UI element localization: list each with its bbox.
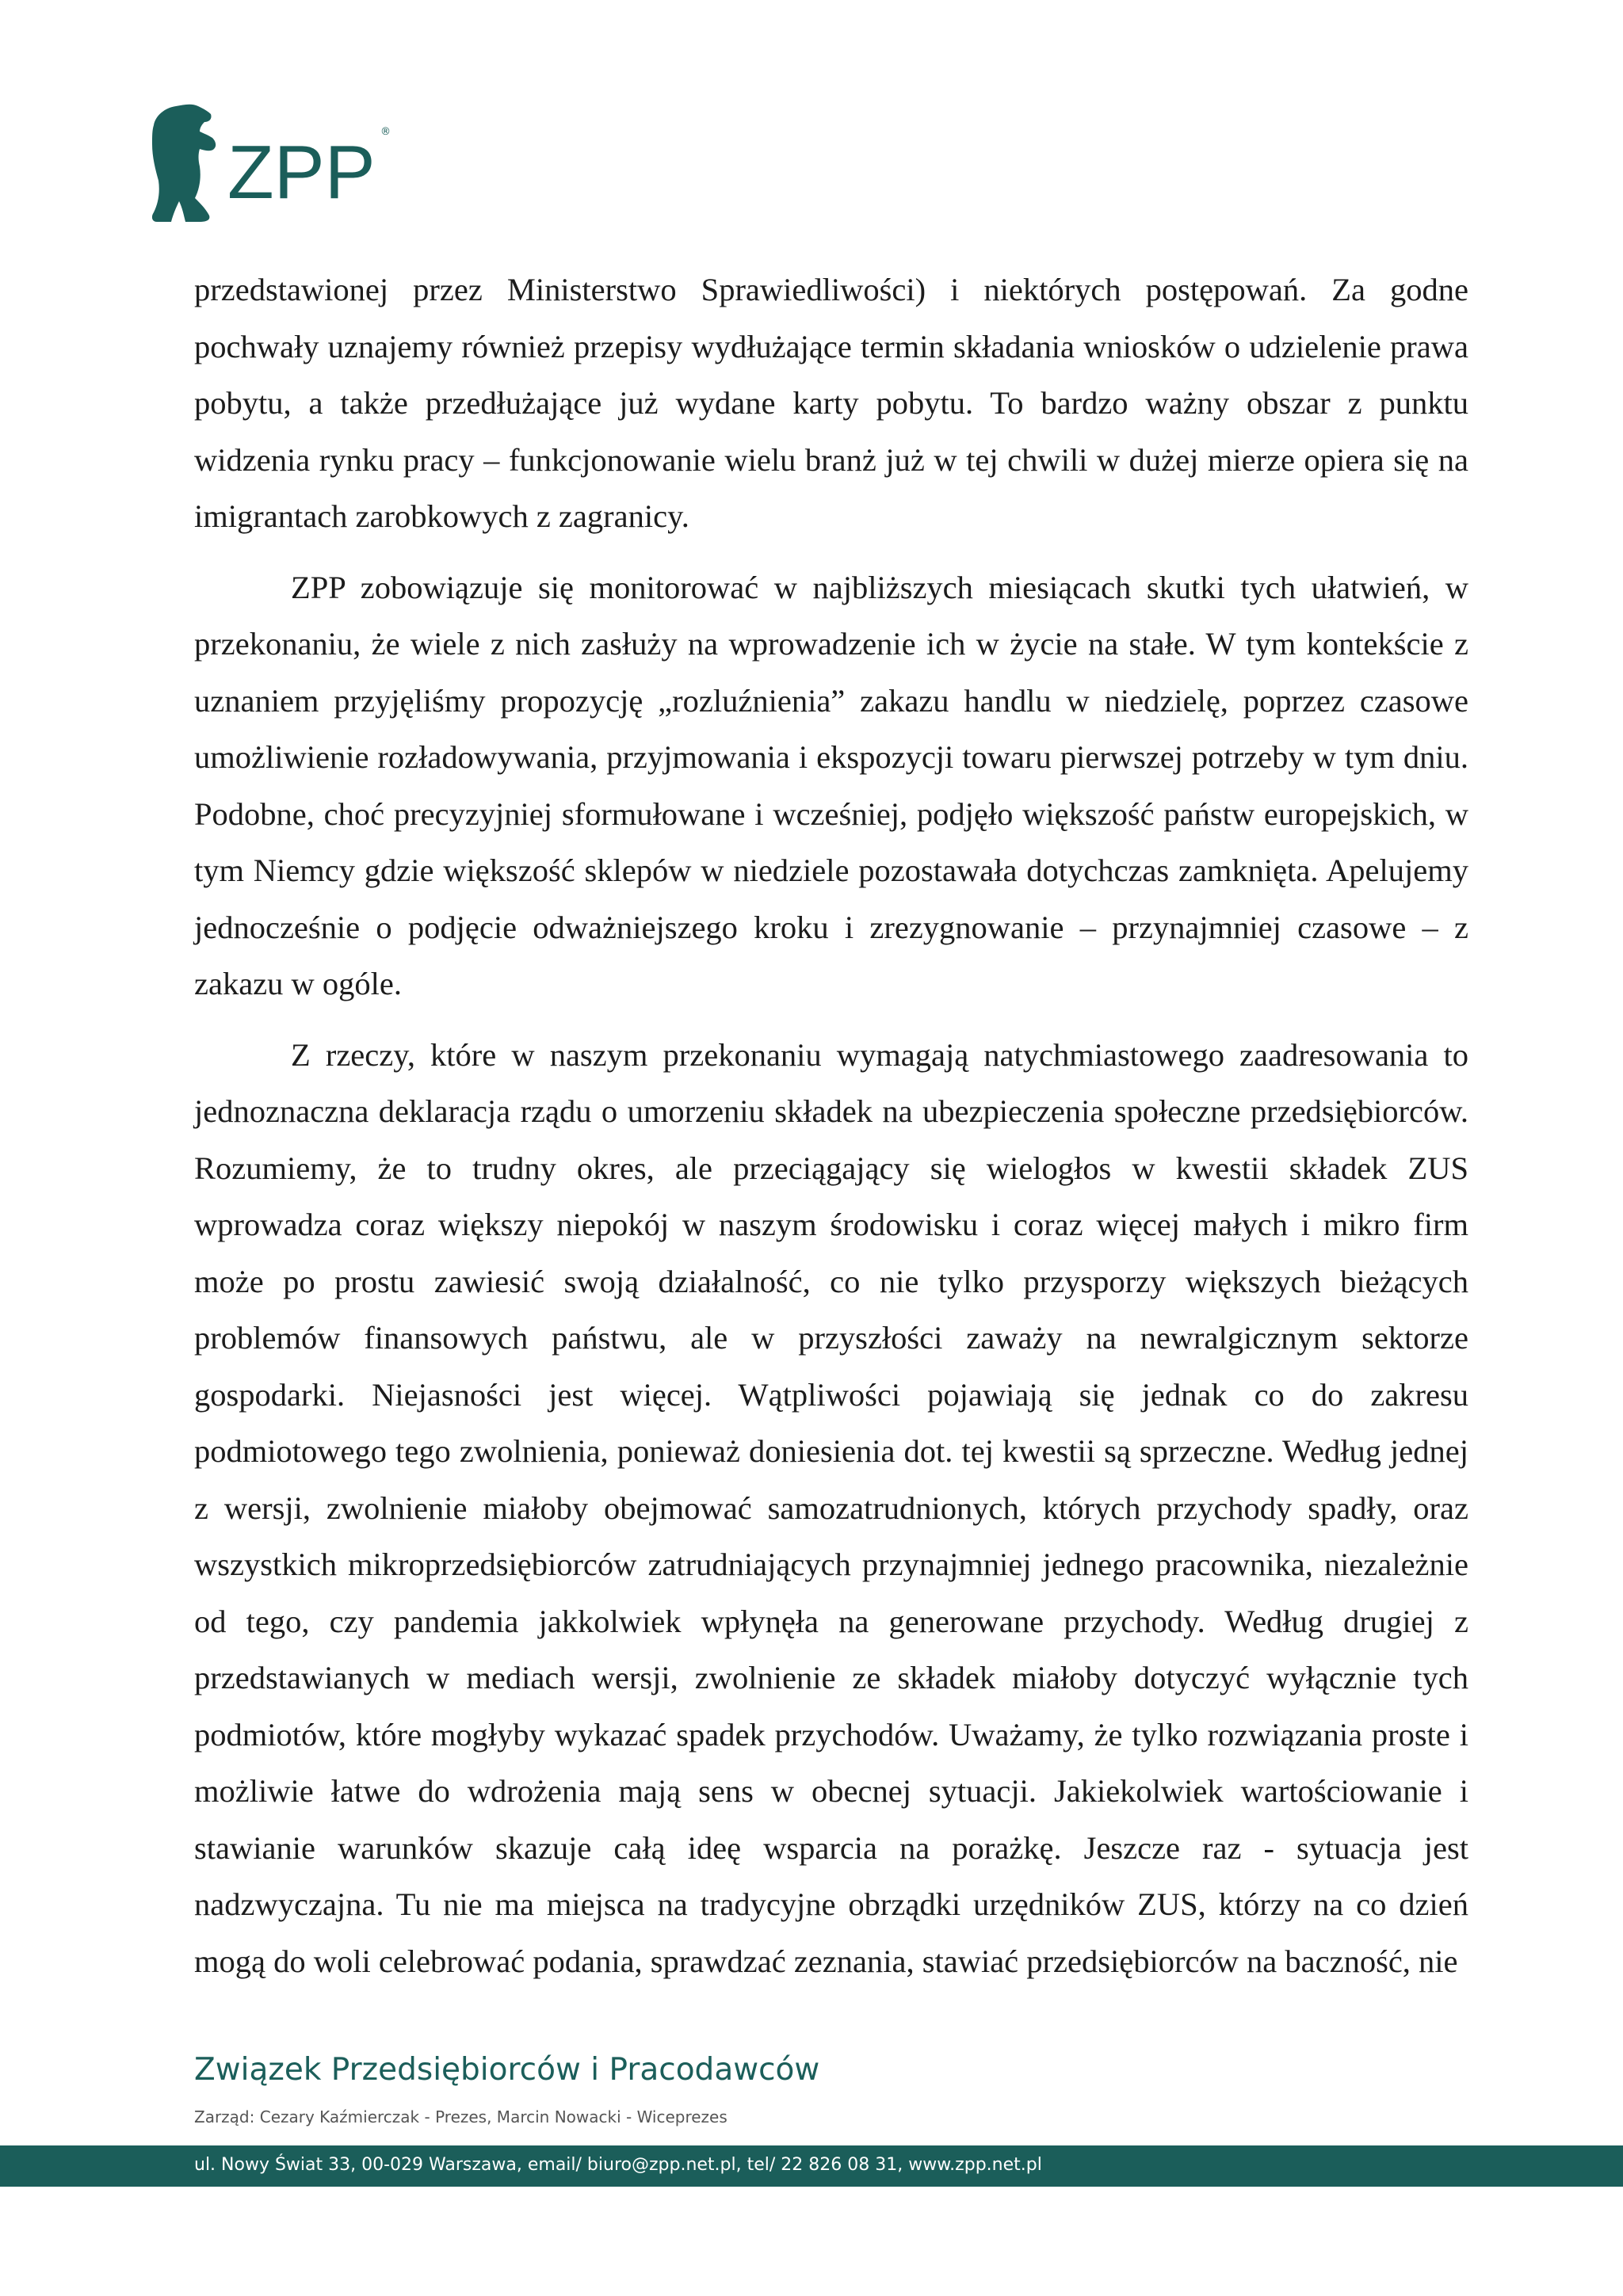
bear-icon xyxy=(152,105,216,222)
logo-graphic xyxy=(144,101,398,228)
footer-contact-bar xyxy=(0,2145,1623,2187)
zpp-logo xyxy=(144,101,398,228)
footer-org-name: Związek Przedsiębiorców i Pracodawców xyxy=(194,2052,820,2088)
paragraph-3: Z rzeczy, które w naszym przekonaniu wymagają natychmiastowego zaadresowania to jednoznaczna deklaracja rządu o umorzeniu składek na ubezpieczenia społeczne przedsiębiorców. Rozumiemy, że to trudny okres, ale przeciągający się wielogłos w kwestii składek ZUS wprowadza coraz większy niepokój w naszym środowisku i coraz więcej małych i mikro firm może po prostu zawiesić swoją działalność, co nie tylko przysporzy większych bieżących problemów finansowych państwu, ale w przyszłości zaważy na newralgicznym sektorze gospodarki. Niejasności jest więcej. Wątpliwości pojawiają się jednak co do zakresu podmiotowego tego zwolnienia, ponieważ doniesienia dot. tej kwestii są sprzeczne. Według jednej z wersji, zwolnienie miałoby obejmować samozatrudnionych, których przychody spadły, oraz wszystkich mikroprzedsiębiorców zatrudniających przynajmniej jednego pracownika, niezależnie od tego, czy pandemia jakkolwiek wpłynęła na generowane przychody. Według drugiej z przedstawianych w mediach wersji, zwolnienie ze składek miałoby dotyczyć wyłącznie tych podmiotów, które mogłyby wykazać spadek przychodów. Uważamy, że tylko rozwiązania proste i możliwie łatwe do wdrożenia mają sens w obecnej sytuacji. Jakiekolwiek wartościowanie i stawianie warunków skazuje całą ideę wsparcia na porażkę. Jeszcze raz - sytuacja jest nadzwyczajna. Tu nie ma miejsca na tradycyjne obrządki urzędników ZUS, którzy na co dzień mogą do woli celebrować podania, sprawdzać zeznania, stawiać przedsiębiorców na baczność, nie xyxy=(194,1036,1468,1979)
logo-text: ZPP xyxy=(227,130,376,215)
footer-contact: ul. Nowy Świat 33, 00-029 Warszawa, email/ biuro@zpp.net.pl, tel/ 22 826 08 31, www.zpp.net.pl xyxy=(194,2155,1042,2175)
footer-board: Zarząd: Cezary Kaźmierczak - Prezes, Marcin Nowacki - Wiceprezes xyxy=(194,2107,727,2126)
paragraph-1: przedstawionej przez Ministerstwo Sprawiedliwości) i niektórych postępowań. Za godne pochwały uznajemy również przepisy wydłużające termin składania wniosków o udzielenie prawa pobytu, a także przedłużające już wydane karty pobytu. To bardzo ważny obszar z punktu widzenia rynku pracy – funkcjonowanie wielu branż już w tej chwili w dużej mierze opiera się na imigrantach zarobkowych z zagranicy. xyxy=(194,272,1468,534)
letter-body xyxy=(194,261,1468,2004)
paragraph-2: ZPP zobowiązuje się monitorować w najbliższych miesiącach skutki tych ułatwień, w przekonaniu, że wiele z nich zasłuży na wprowadzenie ich w życie na stałe. W tym kontekście z uznaniem przyjęliśmy propozycję „rozluźnienia” zakazu handlu w niedzielę, poprzez czasowe umożliwienie rozładowywania, przyjmowania i ekspozycji towaru pierwszej potrzeby w tym dniu. Podobne, choć precyzyjniej sformułowane i wcześniej, podjęło większość państw europejskich, w tym Niemcy gdzie większość sklepów w niedziele pozostawała dotychczas zamknięta. Apelujemy jednocześnie o podjęcie odważniejszego kroku i zrezygnowanie – przynajmniej czasowe – z zakazu w ogóle. xyxy=(194,569,1468,1001)
registered-mark: ® xyxy=(380,126,391,138)
